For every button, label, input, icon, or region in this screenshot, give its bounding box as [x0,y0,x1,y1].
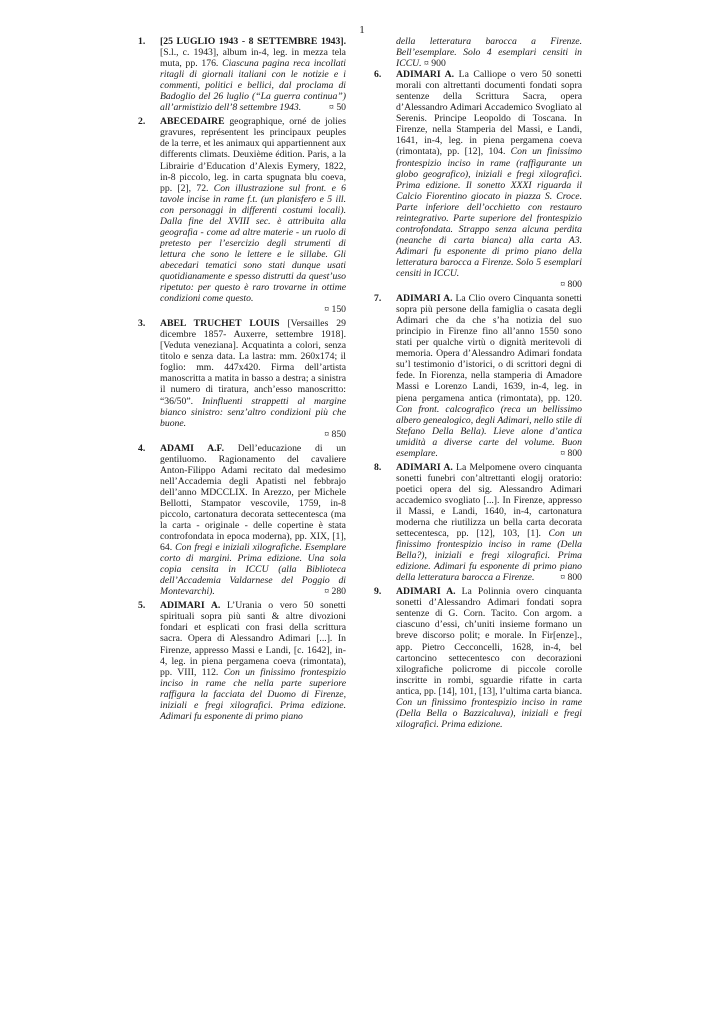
continued-italic: della letteratura barocca a Firenze. Bell’esemplare. Solo 4 esemplari censiti in ICCU. [396,36,582,70]
entry-notes: Con illustrazione sul front. e 6 tavole incise in rame f.t. (un planisfero e 5 ill. con personaggi in differenti costumi locali). Dalla fine del XVIII sec. è attribuita alla geografia - come ad altre materie - un ruolo di pretesto per l’esercizio degli strumenti di lettura che sono le lettere e le sillabe. Gli abecedari tematici sono stati dunque usati quotidianamente e spesso distrutti da quest’uso ripetuto: per questo è raro trovarne in ottime condizioni come questo. [160,182,346,305]
entry-description: [S.l., c. 1943], album in-4, leg. in mezza tela muta, pp. 176. [160,47,346,70]
catalog-entry [138,318,346,440]
right-column [374,36,582,733]
entry-notes: Con un finissimo frontespizio inciso in rame (Della Bella?), iniziali e fregi xilografici. Prima edizione. Adimari fu esponente di primo piano della letteratura barocca a Firenze. [396,528,582,584]
entry-price: ¤ 50 [329,102,346,114]
entry-price: ¤ 800 [560,279,582,291]
entry-number: 5. [138,600,146,612]
entry-price: ¤ 280 [324,586,346,598]
entry-notes: Ciascuna pagina reca incollati ritagli di giornali italiani con le notizie e i commenti, politici e bellici, dal proclama di Badoglio del 26 luglio (“La guerra continua”) all’armistizio dell’8 settembre 1943. [160,58,347,114]
entry-heading: ADIMARI A. [396,293,453,305]
entry-notes: Ininfluenti strappetti al margine bianco sinistro: senz’altro condizioni più che buone. [160,395,346,429]
entry-number: 9. [374,586,382,598]
entry-notes: Con front. calcografico (reca un bellissimo albero genealogico, degli Adimari, nello stile di Stefano Della Bella). Lieve alone d’antica umidità a diverse carte del volume. Buon esemplare. [396,403,582,459]
entry-description: [Versailles 29 dicembre 1857- Auxerre, settembre 1918]. [Veduta veneziana]. Acquatinta a colori, senza titolo e senza data. La lastra: mm. 260x174; il foglio: mm. 447x420. Firma dell’artista manoscritta a matita in basso a destra; a sinistra il numero di tiratura, anch’esso manoscritto: “36/50”. [160,318,346,407]
entry-heading: ADIMARI A. [160,600,221,612]
entry-heading: ABEL TRUCHET LOUIS [160,318,280,330]
catalog-entry [138,600,346,722]
entry-notes: Con un finissimo frontespizio inciso in rame (raffigurante un globo geografico), iniziali e fregi xilografici. Prima edizione. Il sonetto XXXI riguarda il Calcio Fiorentino giocato in piazza S. Croce. Parte inferiore dell’occhietto con restauro reintegrativo. Parte superiore del frontespizio controfondata. Strappo senza alcuna perdita (neanche di carta bianca) alla carta A3. Adimari fu esponente di primo piano della letteratura barocca a Firenze. Solo 5 esemplari censiti in ICCU. [396,146,582,279]
catalog-entry [374,586,582,730]
entry-notes: Con fregi e iniziali xilografiche. Esemplare corto di margini. Prima edizione. Una sola copia censita in ICCU (alla Biblioteca dell’Accademia Valdarnese del Poggio di Montevarchi). [160,542,346,598]
entry-description: geographique, orné de jolies gravures, représentent les principaux peuples de la terre, et les animaux qui appartiennent aux differents climats. Deuxième édition. Paris, a la Librairie d’Education d’Alexis Eymery, 1822, in-8 piccolo, leg. in carta spugnata blu coeva, pp. [2], 72. [160,116,346,194]
entry-description: La Calliope o vero 50 sonetti morali con altrettanti documenti fondati sopra sentenze della Scrittura Sacra, opera d’Alessandro Adimari Accademico Svogliato al Serenis. Principe Leopoldo di Toscana. In Firenze, nella Stamperia del Massi, e Landi, 1641, in-4, leg. in piena pergamena coeva (rimontata), pp. [12], 104. [396,69,582,158]
catalog-entry [138,443,346,598]
entry-price: ¤ 800 [560,447,582,459]
entry-description: L’Urania o vero 50 sonetti spirituali sopra più santi & altre divozioni fondari et esplicati con frasi della scrittura sacra. Opera di Alessandro Adimari [...]. In Firenze, appresso Massi e Landi, [c. 1642], in-4, leg. in piena pergamena coeva (rimontata), pp. VIII, 112. [160,600,346,678]
entry-heading: ADIMARI A. [396,586,456,598]
entry-price: ¤ 850 [324,428,346,440]
entry-heading: [25 LUGLIO 1943 - 8 SETTEMBRE 1943]. [160,36,346,47]
entry-heading: ADIMARI A. [396,69,455,81]
entry-description: Dell’educazione di un gentiluomo. Ragionamento del cavaliere Anton-Filippo Adami recitato dal medesimo nell’Accademia degli Apatisti nel febbrajo dell’anno MDCCLIX. In Arezzo, per Michele Bellotti, Stampator vescovile, 1759, in-8 piccolo, cartonatura decorata settecentesca (ma la carta - originale - delle copertine è stata controfondata in epoca moderna), pp. XIX, [1], 64. [160,442,346,554]
catalog-entry [138,116,346,315]
entry-description: La Polinnia overo cinquanta sonetti d’Alessandro Adimari fondati sopra sentenze di G. Corn. Tacito. Con argom. a ciascuno d’essi, ch’uniti insieme formano un breve discorso polit; e morale. In Fir[enze]., app. Pietro Cecconcelli, 1628, in-4, bel cartoncino settecentesco con decorazioni xilografiche policrome di piccole corolle inscritte in rombi, sguardie rifatte in carta antica, pp. [14], 101, [13], l’ultima carta bianca. [396,586,582,697]
entry-heading: ABECEDAIRE [160,116,225,128]
catalog-entry [374,293,582,459]
left-column [138,36,346,725]
entry-heading: ADIMARI A. [396,461,453,473]
entry-description: La Clio overo Cinquanta sonetti sopra più persone della famiglia o casata degli Adimari che da che s’ha notizia del suo principio in Firenze fino all’anno 1550 sono stati per qualche virtù o dignità meritevoli di memoria. Opera d’Alessandro Adimari fondata su’l testimonio d’istorici, o di scrittori degni di fede. In Fiorenza, nella stamperia di Amadore Massi e Lorenzo Landi, 1639, in-4, leg. in piena pergamena antica (rimontata), pp. 120. [396,293,582,404]
entry-heading: ADAMI A.F. [160,442,224,454]
page-number: 1 [359,24,365,36]
continued-entry-text [374,36,582,69]
entry-notes: Con un finissimo frontespizio inciso in rame (Della Bella o Bazzicaluva), iniziali e fregi xilografici. Prima edizione. [396,696,582,730]
continued-price: ¤ 900 [424,58,446,70]
catalog-entry [374,462,582,584]
catalog-entry [138,36,346,113]
catalog-entry [374,69,582,290]
entry-number: 7. [374,293,382,305]
entry-number: 6. [374,69,382,81]
entry-number: 1. [138,36,146,47]
entry-notes: Con un finissimo frontespizio inciso in rame che nella parte superiore raffigura la facciata del Duomo di Firenze, iniziali e fregi xilografici. Prima edizione. Adimari fu esponente di primo piano [160,666,346,722]
entry-number: 4. [138,442,146,454]
entry-description: La Melpomene overo cinquanta sonetti funebri con’altrettanti elogij oratorio: poetici opera del sig. Alessandro Adimari accademico svogliato [...]. In Firenze, appresso il Massi, e Landi, 1640, in-4, cartonatura moderna che riutilizza un bella carta decorata settecentesca, pp. [12], 103, [1]. [396,461,583,540]
entry-number: 3. [138,318,146,330]
entry-price: ¤ 150 [324,304,346,316]
entry-number: 8. [374,461,382,473]
entry-price: ¤ 800 [560,572,582,584]
entry-number: 2. [138,116,146,128]
